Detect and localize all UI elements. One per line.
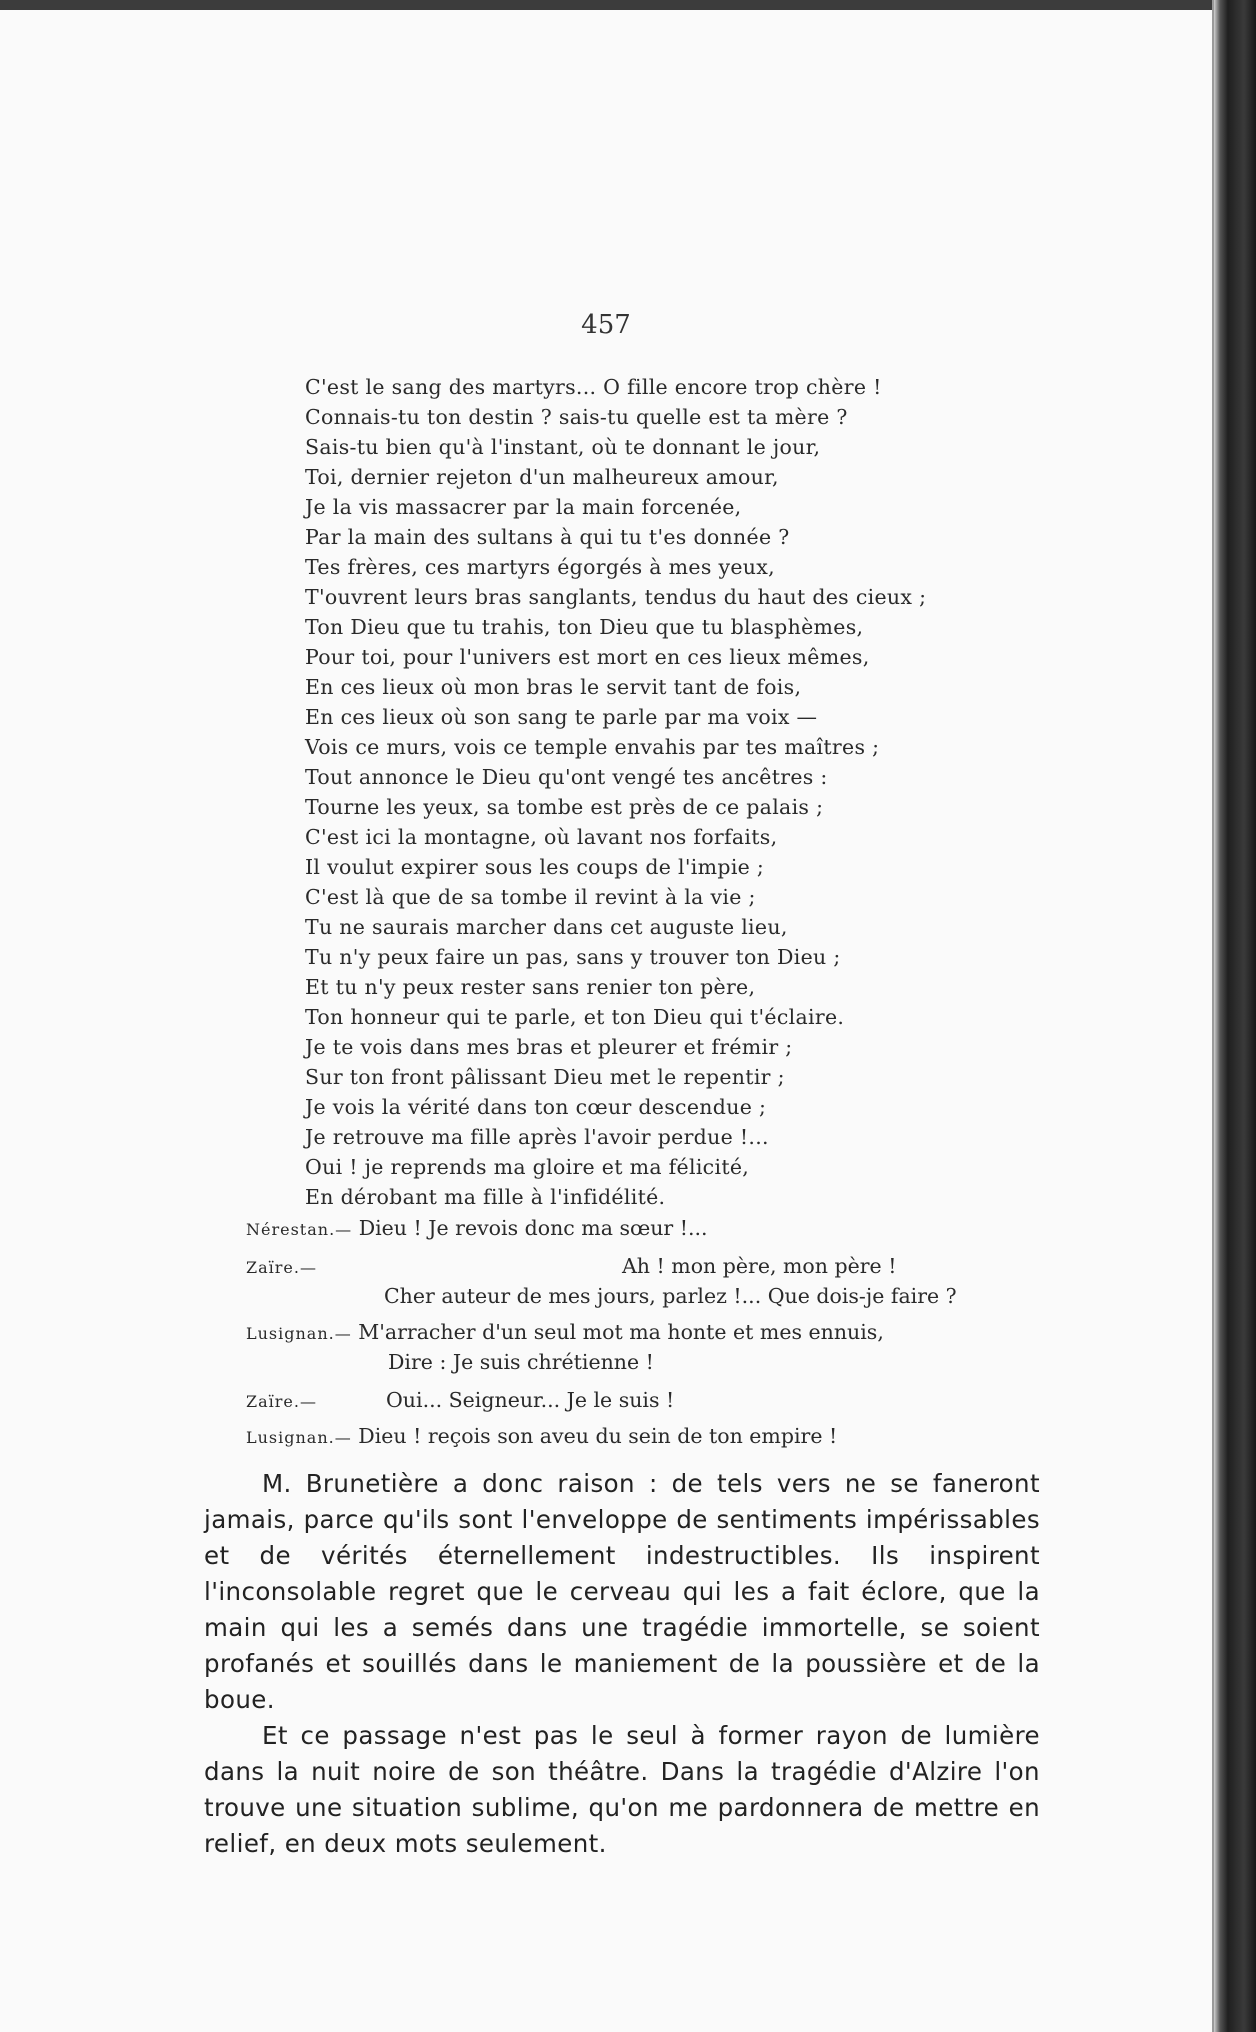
verse-line: Tu n'y peux faire un pas, sans y trouver ton Dieu ; [305, 945, 841, 969]
scan-top-edge [0, 0, 1212, 10]
verse-line: Je la vis massacrer par la main forcenée, [305, 495, 742, 519]
verse-line: Je vois la vérité dans ton cœur descendue ; [305, 1095, 767, 1119]
verse-line: En ces lieux où mon bras le servit tant de fois, [305, 675, 802, 699]
verse-line: C'est là que de sa tombe il revint à la vie ; [305, 885, 756, 909]
verse-line: C'est ici la montagne, où lavant nos forfaits, [305, 825, 778, 849]
verse-line: En dérobant ma fille à l'infidélité. [305, 1185, 666, 1209]
dialogue-line: Dieu ! reçois son aveu du sein de ton empire ! [358, 1424, 838, 1448]
verse-line: C'est le sang des martyrs... O fille encore trop chère ! [305, 375, 882, 399]
verse-line: Pour toi, pour l'univers est mort en ces lieux mêmes, [305, 645, 870, 669]
dialogue-line: Cher auteur de mes jours, parlez !... Que dois-je faire ? [384, 1284, 957, 1308]
verse-line: Tu ne saurais marcher dans cet auguste lieu, [305, 915, 788, 939]
verse-line: Sur ton front pâlissant Dieu met le repentir ; [305, 1065, 785, 1089]
speaker-label: Zaïre.— [246, 1258, 317, 1277]
verse-line: Connais-tu ton destin ? sais-tu quelle est ta mère ? [305, 405, 848, 429]
prose-block [204, 1466, 1040, 1862]
speaker-label: Lusignan.— [246, 1324, 352, 1343]
verse-line: Oui ! je reprends ma gloire et ma félicité, [305, 1155, 750, 1179]
dialogue-zaire [246, 1254, 317, 1278]
dialogue-zaire [246, 1388, 317, 1412]
verse-line: Tourne les yeux, sa tombe est près de ce palais ; [305, 795, 824, 819]
verse-line: En ces lieux où son sang te parle par ma voix — [305, 705, 818, 729]
verse-line: Par la main des sultans à qui tu t'es donnée ? [305, 525, 790, 549]
verse-line: T'ouvrent leurs bras sanglants, tendus du haut des cieux ; [305, 585, 927, 609]
verse-line: Je retrouve ma fille après l'avoir perdue !... [305, 1125, 769, 1149]
verse-line: Et tu n'y peux rester sans renier ton père, [305, 975, 756, 999]
paragraph: M. Brunetière a donc raison : de tels vers ne se faneront jamais, parce qu'ils sont l'enveloppe de sentiments impérissables et de vérités éternellement indestructibles. Ils inspirent l'inconsolable regret que le cerveau qui les a fait éclore, que la main qui les a semés dans une tragédie immortelle, se soient profanés et souillés dans le maniement de la poussière et de la boue. [204, 1469, 1040, 1714]
speaker-label: Nérestan.— [246, 1220, 353, 1239]
verse-line: Tes frères, ces martyrs égorgés à mes yeux, [305, 555, 775, 579]
verse-line: Tout annonce le Dieu qu'ont vengé tes ancêtres : [305, 765, 828, 789]
verse-line: Il voulut expirer sous les coups de l'impie ; [305, 855, 765, 879]
verse-line: Je te vois dans mes bras et pleurer et frémir ; [305, 1035, 793, 1059]
verse-line: Ton honneur qui te parle, et ton Dieu qui t'éclaire. [305, 1005, 845, 1029]
verse-line: Sais-tu bien qu'à l'instant, où te donnant le jour, [305, 435, 821, 459]
dialogue-line: Ah ! mon père, mon père ! [622, 1254, 897, 1278]
dialogue-line: Oui... Seigneur... Je le suis ! [386, 1388, 675, 1412]
paragraph: Et ce passage n'est pas le seul à former rayon de lumière dans la nuit noire de son théâtre. Dans la tragédie d'Alzire l'on trouve une situation sublime, qu'on me pardonnera de mettre en relief, en deux mots seulement. [204, 1721, 1040, 1858]
book-spine-edge [1214, 0, 1256, 2032]
speaker-label: Zaïre.— [246, 1392, 317, 1411]
dialogue-nerestan [246, 1216, 708, 1240]
verse-block [305, 372, 926, 1212]
page-number: 457 [581, 310, 631, 340]
dialogue-line: Dire : Je suis chrétienne ! [388, 1350, 654, 1374]
verse-line: Toi, dernier rejeton d'un malheureux amour, [305, 465, 779, 489]
speaker-label: Lusignan.— [246, 1428, 352, 1447]
dialogue-lusignan [246, 1320, 884, 1344]
dialogue-lusignan [246, 1424, 837, 1448]
verse-line: Ton Dieu que tu trahis, ton Dieu que tu blasphèmes, [305, 615, 864, 639]
dialogue-line: M'arracher d'un seul mot ma honte et mes ennuis, [358, 1320, 884, 1344]
verse-line: Vois ce murs, vois ce temple envahis par tes maîtres ; [305, 735, 880, 759]
dialogue-line: Dieu ! Je revois donc ma sœur !... [358, 1216, 708, 1240]
